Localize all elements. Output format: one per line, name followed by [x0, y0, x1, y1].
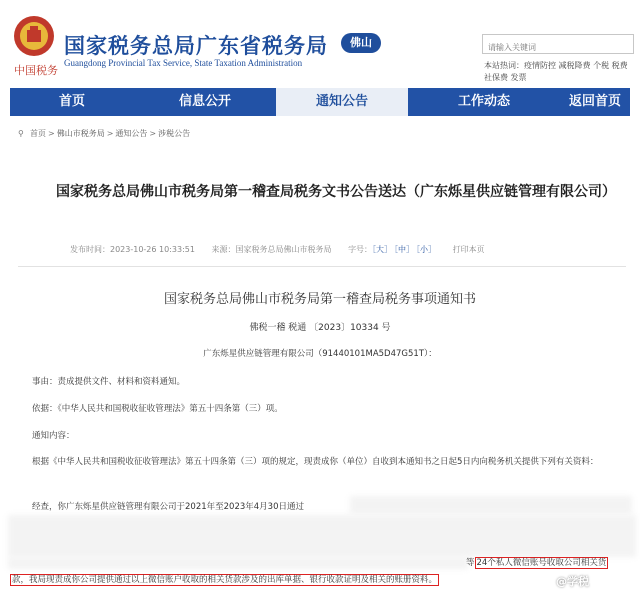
hot-word-item[interactable]: 发票	[510, 73, 527, 82]
notice-paragraph: 根据《中华人民共和国税收征收管理法》第五十四条第（三）项的规定，现责成你（单位）自收到本通知书之日起5日内向税务机关提供下列有关资料：	[32, 457, 599, 467]
breadcrumb-separator: >	[106, 129, 114, 138]
article-title: 国家税务总局佛山市税务局第一稽查局税务文书公告送达（广东烁星供应链管理有限公司）	[56, 184, 616, 200]
hot-word-item[interactable]: 个税	[593, 61, 610, 70]
notice-subject: 事由：责成提供文件、材料和资料通知。	[32, 377, 186, 387]
nav-item-back-home[interactable]: 返回首页	[568, 94, 621, 109]
blurred-region	[8, 515, 636, 557]
font-size-medium-button[interactable]: ［中］	[394, 245, 415, 254]
search-box[interactable]	[482, 34, 634, 54]
breadcrumb	[18, 128, 190, 139]
notice-title: 国家税务总局佛山市税务局第一稽查局税务事项通知书	[163, 292, 476, 307]
nav-item-info-disclosure[interactable]: 信息公开	[178, 94, 231, 109]
font-size-label: 字号：	[348, 245, 373, 254]
hot-words-label: 本站热词：	[484, 61, 524, 70]
tax-emblem-icon	[12, 14, 56, 58]
notice-basis: 依据：《中华人民共和国税收征收管理法》第五十四条第（三）项。	[32, 404, 283, 414]
notice-highlight-line	[466, 557, 608, 570]
breadcrumb-tax-notices[interactable]: 涉税公告	[158, 129, 191, 138]
site-subtitle: Guangdong Provincial Tax Service, State Taxation Administration	[64, 58, 303, 68]
article-source: 来源：国家税务总局佛山市税务局	[211, 245, 332, 254]
notice-tail-text: 等	[466, 558, 475, 568]
search-input[interactable]	[483, 39, 633, 57]
notice-recipient: 广东烁星供应链管理有限公司（91440101MA5D47G51T）：	[203, 349, 437, 359]
print-button[interactable]: 打印本页	[452, 245, 485, 254]
site-header	[0, 0, 640, 88]
location-icon: ⚲	[18, 129, 24, 138]
notice-paragraph: 经查，你广东烁星供应链管理有限公司于2021年至2023年4月30日通过	[32, 502, 304, 512]
hot-word-item[interactable]: 税费	[611, 61, 628, 70]
city-badge[interactable]: 佛山	[341, 33, 381, 53]
nav-item-home[interactable]: 首页	[58, 94, 85, 109]
breadcrumb-home[interactable]: 首页	[30, 129, 46, 138]
breadcrumb-foshan[interactable]: 佛山市税务局	[56, 129, 105, 138]
notice-highlight-line	[10, 574, 439, 587]
article-meta	[70, 244, 499, 255]
highlight-box: 24个私人微信账号收取公司相关货	[476, 558, 607, 568]
nav-item-work-news[interactable]: 工作动态	[457, 94, 510, 109]
brand-logo-text: 中国税务	[14, 64, 58, 77]
watermark: @学税	[556, 575, 589, 588]
highlight-box: 款，我局现责成你公司提供通过以上微信账户收取的相关货款涉及的出库单据、银行收款证明及相关的账册资料。	[12, 575, 438, 585]
blurred-region	[8, 557, 468, 569]
nav-item-notices[interactable]: 通知公告	[276, 88, 408, 116]
notice-content-label: 通知内容：	[32, 431, 75, 441]
font-size-large-button[interactable]: ［大］	[372, 245, 393, 254]
main-nav	[10, 88, 630, 116]
hot-word-item[interactable]: 减税降费	[558, 61, 591, 70]
breadcrumb-notices[interactable]: 通知公告	[115, 129, 148, 138]
font-size-small-button[interactable]: ［小］	[416, 245, 437, 254]
site-title[interactable]: 国家税务总局广东省税务局	[64, 34, 328, 58]
hot-words	[484, 60, 636, 84]
breadcrumb-separator: >	[48, 129, 55, 138]
blurred-region	[350, 496, 632, 514]
document-number: 佛税一稽 税通 〔2023〕10334 号	[249, 323, 391, 333]
publish-time: 发布时间：2023-10-26 10:33:51	[70, 245, 195, 254]
hot-word-item[interactable]: 疫情防控	[524, 61, 556, 70]
breadcrumb-separator: >	[149, 129, 157, 138]
divider	[18, 266, 626, 267]
hot-word-item[interactable]: 社保费	[484, 73, 508, 82]
